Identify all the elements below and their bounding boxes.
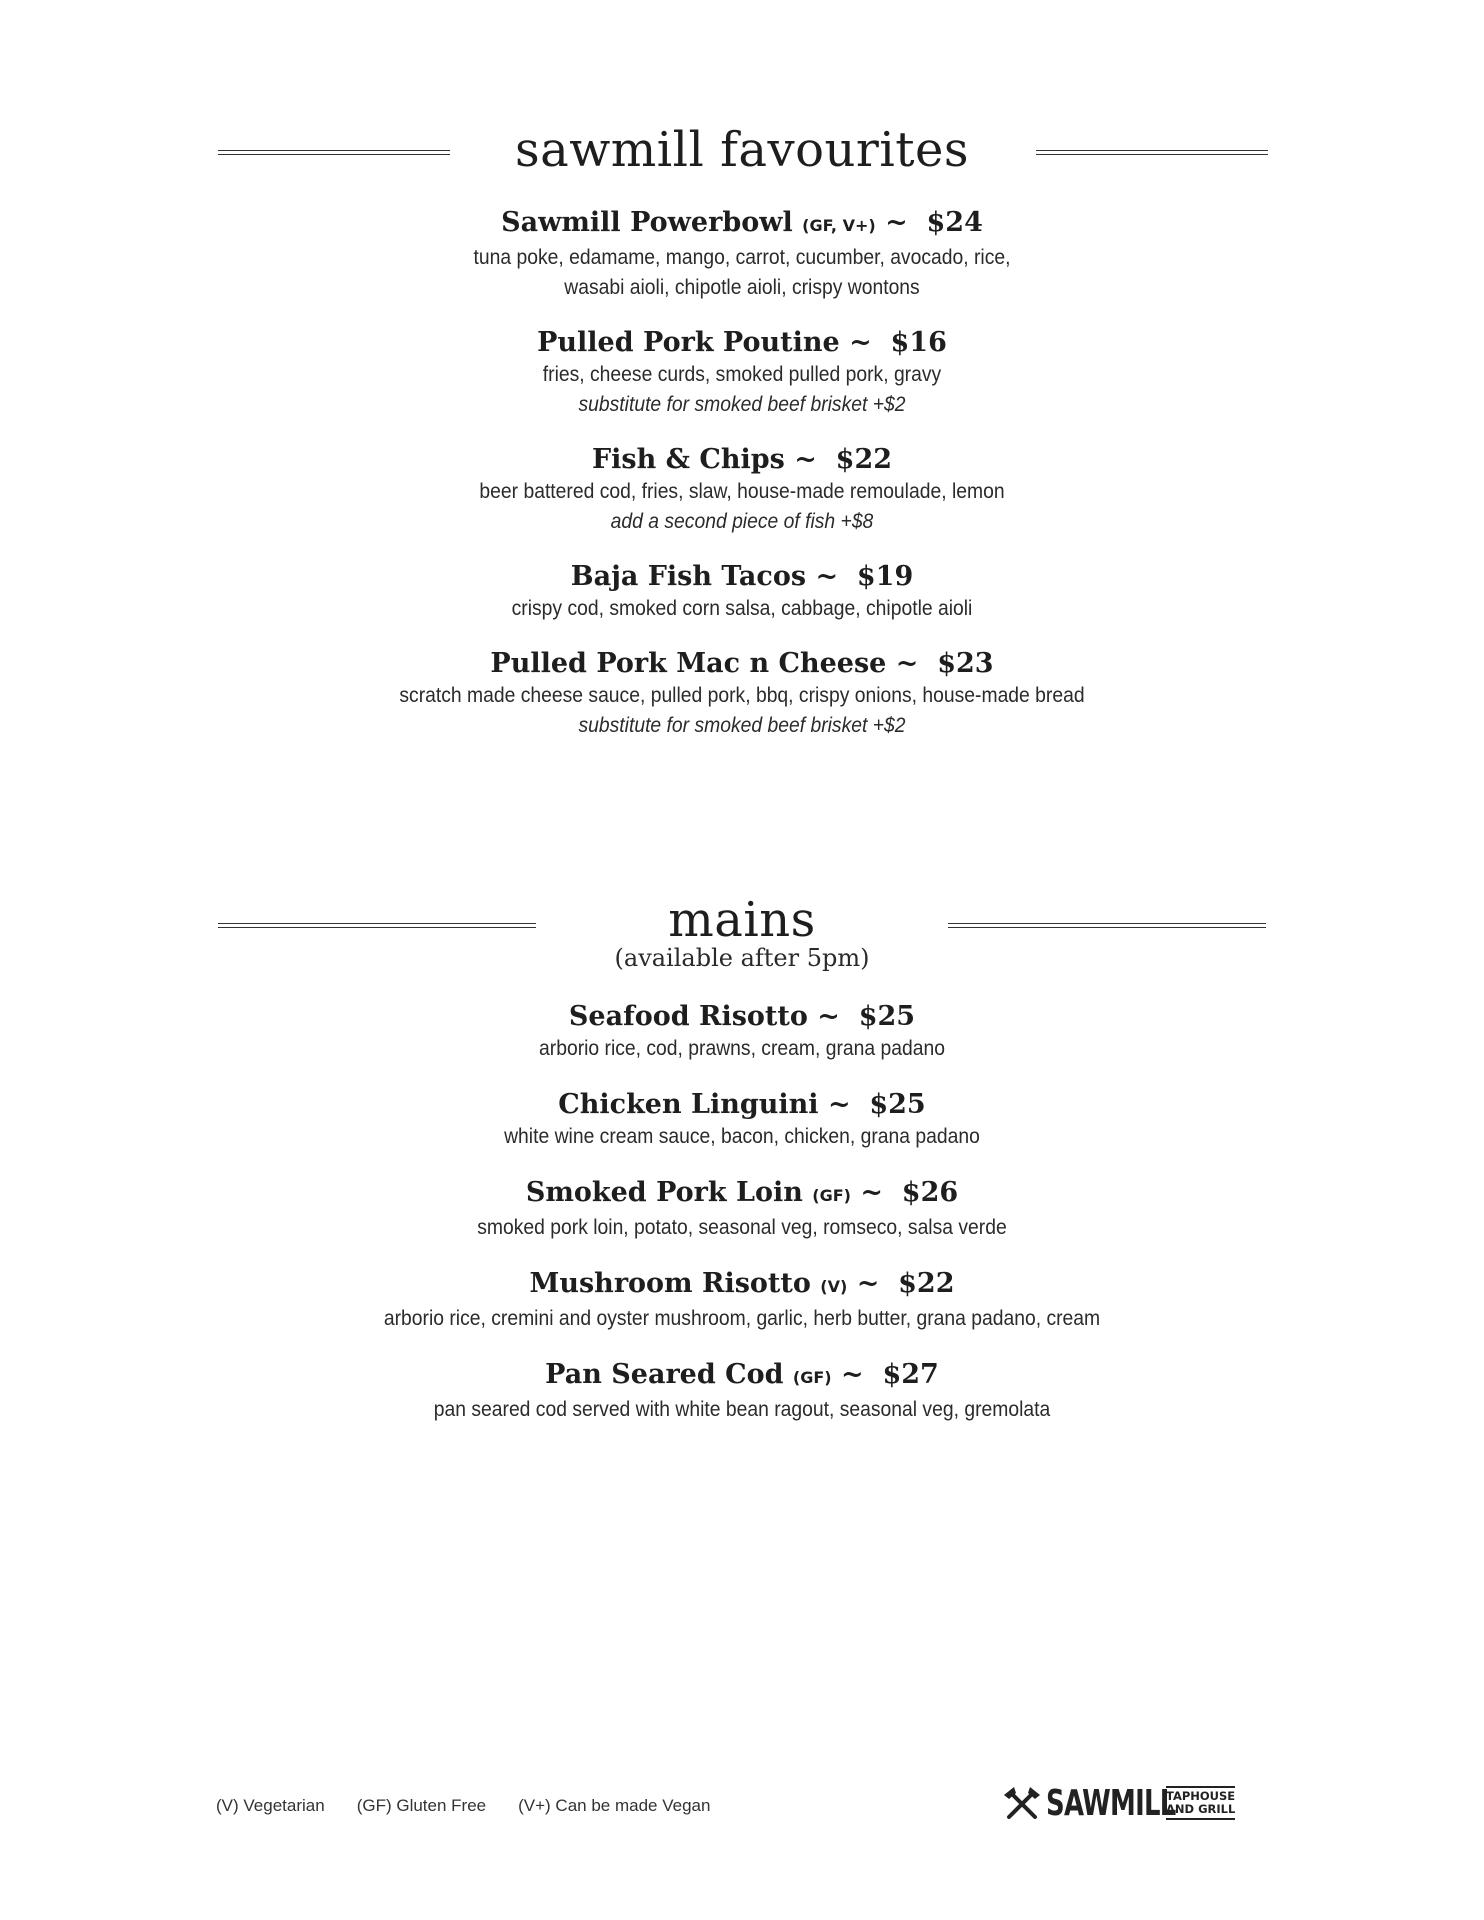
logo-subtitle xyxy=(1166,1786,1235,1820)
menu-item xyxy=(0,1267,1484,1334)
item-title xyxy=(0,1358,1484,1395)
favourites-list xyxy=(0,206,1484,741)
right-divider xyxy=(948,923,1266,928)
menu-item xyxy=(0,1000,1484,1064)
favourites-header xyxy=(0,120,1484,180)
item-price: ~ $22 xyxy=(794,444,893,475)
item-title xyxy=(0,1088,1484,1122)
menu-item xyxy=(0,443,1484,537)
item-name: Seafood Risotto xyxy=(568,1001,808,1032)
item-description: tuna poke, edamame, mango, carrot, cucumber, avocado, rice, xyxy=(473,246,1011,269)
menu-item xyxy=(0,1088,1484,1152)
item-name: Pan Seared Cod xyxy=(545,1359,784,1390)
item-name: Baja Fish Tacos xyxy=(570,561,807,592)
item-price: ~ $24 xyxy=(885,207,983,238)
mains-section xyxy=(0,890,1484,1449)
mains-header xyxy=(0,890,1484,950)
legend-vegetarian: (V) Vegetarian xyxy=(216,1796,325,1815)
legend-vegan: (V+) Can be made Vegan xyxy=(518,1796,711,1815)
item-price: ~ $23 xyxy=(895,648,994,679)
crossed-axes-icon xyxy=(1002,1783,1042,1823)
logo-sub-line2: AND GRILL xyxy=(1166,1802,1236,1816)
item-dietary-tag: (GF, V+) xyxy=(802,216,876,235)
item-name: Pulled Pork Mac n Cheese xyxy=(490,648,887,679)
menu-item xyxy=(0,206,1484,303)
item-note: add a second piece of fish +$8 xyxy=(610,510,874,533)
menu-item xyxy=(0,647,1484,741)
item-description: fries, cheese curds, smoked pulled pork, gravy xyxy=(542,363,942,386)
item-price: ~ $19 xyxy=(815,561,914,592)
item-price: ~ $25 xyxy=(827,1089,926,1120)
item-price: ~ $26 xyxy=(860,1177,959,1208)
item-description: crispy cod, smoked corn salsa, cabbage, chipotle aioli xyxy=(511,597,973,620)
item-title xyxy=(0,206,1484,243)
menu-item xyxy=(0,1358,1484,1425)
item-title xyxy=(0,647,1484,681)
item-description: wasabi aioli, chipotle aioli, crispy wontons xyxy=(564,276,920,299)
item-title xyxy=(0,1176,1484,1213)
item-description: pan seared cod served with white bean ragout, seasonal veg, gremolata xyxy=(433,1398,1051,1421)
logo-wordmark: SAWMILL xyxy=(1046,1782,1176,1824)
item-name: Fish & Chips xyxy=(591,444,785,475)
item-name: Chicken Linguini xyxy=(558,1089,819,1120)
item-note: substitute for smoked beef brisket +$2 xyxy=(578,714,906,737)
logo-sub-line1: TAPHOUSE xyxy=(1166,1789,1236,1803)
legend-gluten-free: (GF) Gluten Free xyxy=(356,1796,487,1815)
item-description: smoked pork loin, potato, seasonal veg, romseco, salsa verde xyxy=(477,1216,1007,1239)
item-description: beer battered cod, fries, slaw, house-made remoulade, lemon xyxy=(479,480,1005,503)
menu-item xyxy=(0,326,1484,420)
item-description: white wine cream sauce, bacon, chicken, grana padano xyxy=(504,1125,980,1148)
menu-item xyxy=(0,1176,1484,1243)
menu-item xyxy=(0,560,1484,624)
item-dietary-tag: (V) xyxy=(820,1277,848,1296)
section-subtitle: (available after 5pm) xyxy=(614,944,870,972)
item-price: ~ $16 xyxy=(849,327,947,358)
item-name: Smoked Pork Loin xyxy=(525,1177,803,1208)
item-name: Mushroom Risotto xyxy=(529,1268,811,1299)
section-title: sawmill favourites xyxy=(514,122,970,178)
item-title xyxy=(0,560,1484,594)
item-description: arborio rice, cremini and oyster mushroom, garlic, herb butter, grana padano, cream xyxy=(383,1307,1101,1330)
item-price: ~ $25 xyxy=(817,1001,916,1032)
item-price: ~ $27 xyxy=(841,1359,939,1390)
item-name: Pulled Pork Poutine xyxy=(537,327,840,358)
dietary-legend xyxy=(216,1796,710,1816)
item-title xyxy=(0,326,1484,360)
sawmill-logo xyxy=(1002,1783,1235,1823)
item-description: scratch made cheese sauce, pulled pork, bbq, crispy onions, house-made bread xyxy=(399,684,1085,707)
item-note: substitute for smoked beef brisket +$2 xyxy=(578,393,906,416)
item-price: ~ $22 xyxy=(856,1268,955,1299)
right-divider xyxy=(1036,150,1268,155)
item-description: arborio rice, cod, prawns, cream, grana padano xyxy=(539,1037,945,1060)
favourites-section xyxy=(0,120,1484,764)
item-dietary-tag: (GF) xyxy=(812,1186,851,1205)
item-name: Sawmill Powerbowl xyxy=(501,207,793,238)
item-title xyxy=(0,443,1484,477)
item-title xyxy=(0,1000,1484,1034)
mains-list xyxy=(0,1000,1484,1425)
item-title xyxy=(0,1267,1484,1304)
item-dietary-tag: (GF) xyxy=(792,1368,832,1387)
section-title: mains xyxy=(668,892,816,948)
